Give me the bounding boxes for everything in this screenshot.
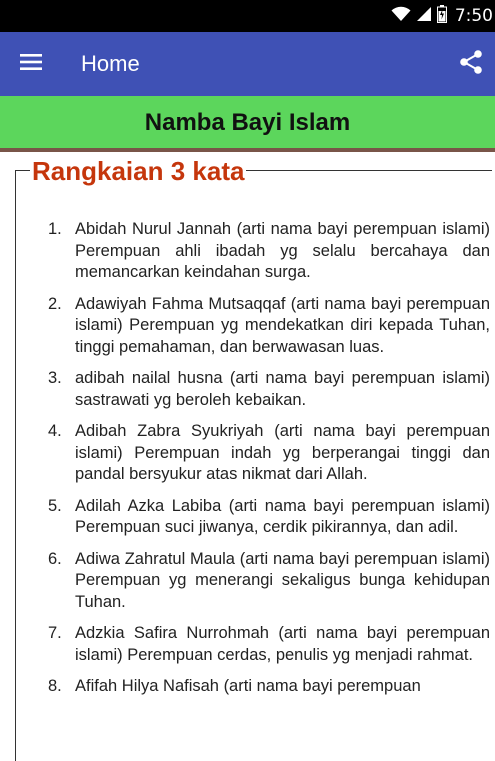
item-text: Adiwa Zahratul Maula (arti nama bayi perempuan islami) Perempuan yg menerangi sekaligus bunga kehidupan Tuhan. [75, 549, 490, 611]
names-section [15, 156, 492, 761]
share-button[interactable] [455, 48, 487, 80]
item-number: 4. [48, 422, 62, 440]
hamburger-menu-icon [20, 53, 42, 76]
item-text: Adawiyah Fahma Mutsaqqaf (arti nama bayi perempuan islami) Perempuan yg mendekatkan diri kepada Tuhan, tinggi pemahaman, dan berwawasan luas. [75, 294, 490, 356]
item-number: 7. [48, 624, 62, 642]
page-title: Home [81, 51, 140, 76]
title-banner [0, 96, 495, 152]
item-number: 6. [48, 549, 62, 568]
item-text: Afifah Hilya Nafisah (arti nama bayi perempuan [75, 677, 421, 695]
app-bar [0, 32, 495, 96]
section-legend: Rangkaian 3 kata [32, 156, 245, 186]
item-number: 1. [48, 220, 62, 238]
hamburger-menu-button[interactable] [13, 47, 49, 81]
item-text: Adibah Zabra Syukriyah (arti nama bayi perempuan islami) Perempuan indah yg berperangai tinggi dan pandal bersyukur atas nikmat dari Allah. [75, 422, 490, 483]
item-number: 8. [48, 677, 62, 695]
share-icon [460, 50, 482, 79]
item-text: adibah nailal husna (arti nama bayi perempuan islami) sastrawati yg beroleh kebaikan. [75, 369, 490, 409]
content-scroll-area[interactable] [0, 152, 495, 761]
item-text: Adilah Azka Labiba (arti nama bayi perempuan islami) Perempuan suci jiwanya, cerdik pikirannya, dan adil. [75, 496, 490, 536]
item-number: 3. [48, 369, 62, 387]
list-item [48, 421, 490, 486]
battery-icon [437, 5, 447, 28]
banner-title: Namba Bayi Islam [144, 109, 351, 136]
status-time: 7:50 [454, 6, 493, 26]
status-bar [0, 0, 495, 32]
status-icons [391, 0, 495, 32]
names-list [48, 219, 490, 708]
cell-signal-icon [417, 6, 431, 27]
list-item [48, 496, 490, 539]
list-item [48, 294, 490, 359]
list-item [48, 549, 490, 614]
list-item [48, 676, 490, 698]
item-number: 5. [48, 496, 62, 515]
wifi-icon [391, 6, 411, 27]
list-item [48, 368, 490, 411]
item-text: Adzkia Safira Nurrohmah (arti nama bayi perempuan islami) Perempuan cerdas, penulis yg menjadi rahmat. [75, 624, 490, 664]
item-number: 2. [48, 294, 62, 313]
list-item [48, 219, 490, 284]
list-item [48, 623, 490, 666]
item-text: Abidah Nurul Jannah (arti nama bayi perempuan islami) Perempuan ahli ibadah yg selalu bercahaya dan memancarkan keindahan surga. [75, 220, 490, 281]
